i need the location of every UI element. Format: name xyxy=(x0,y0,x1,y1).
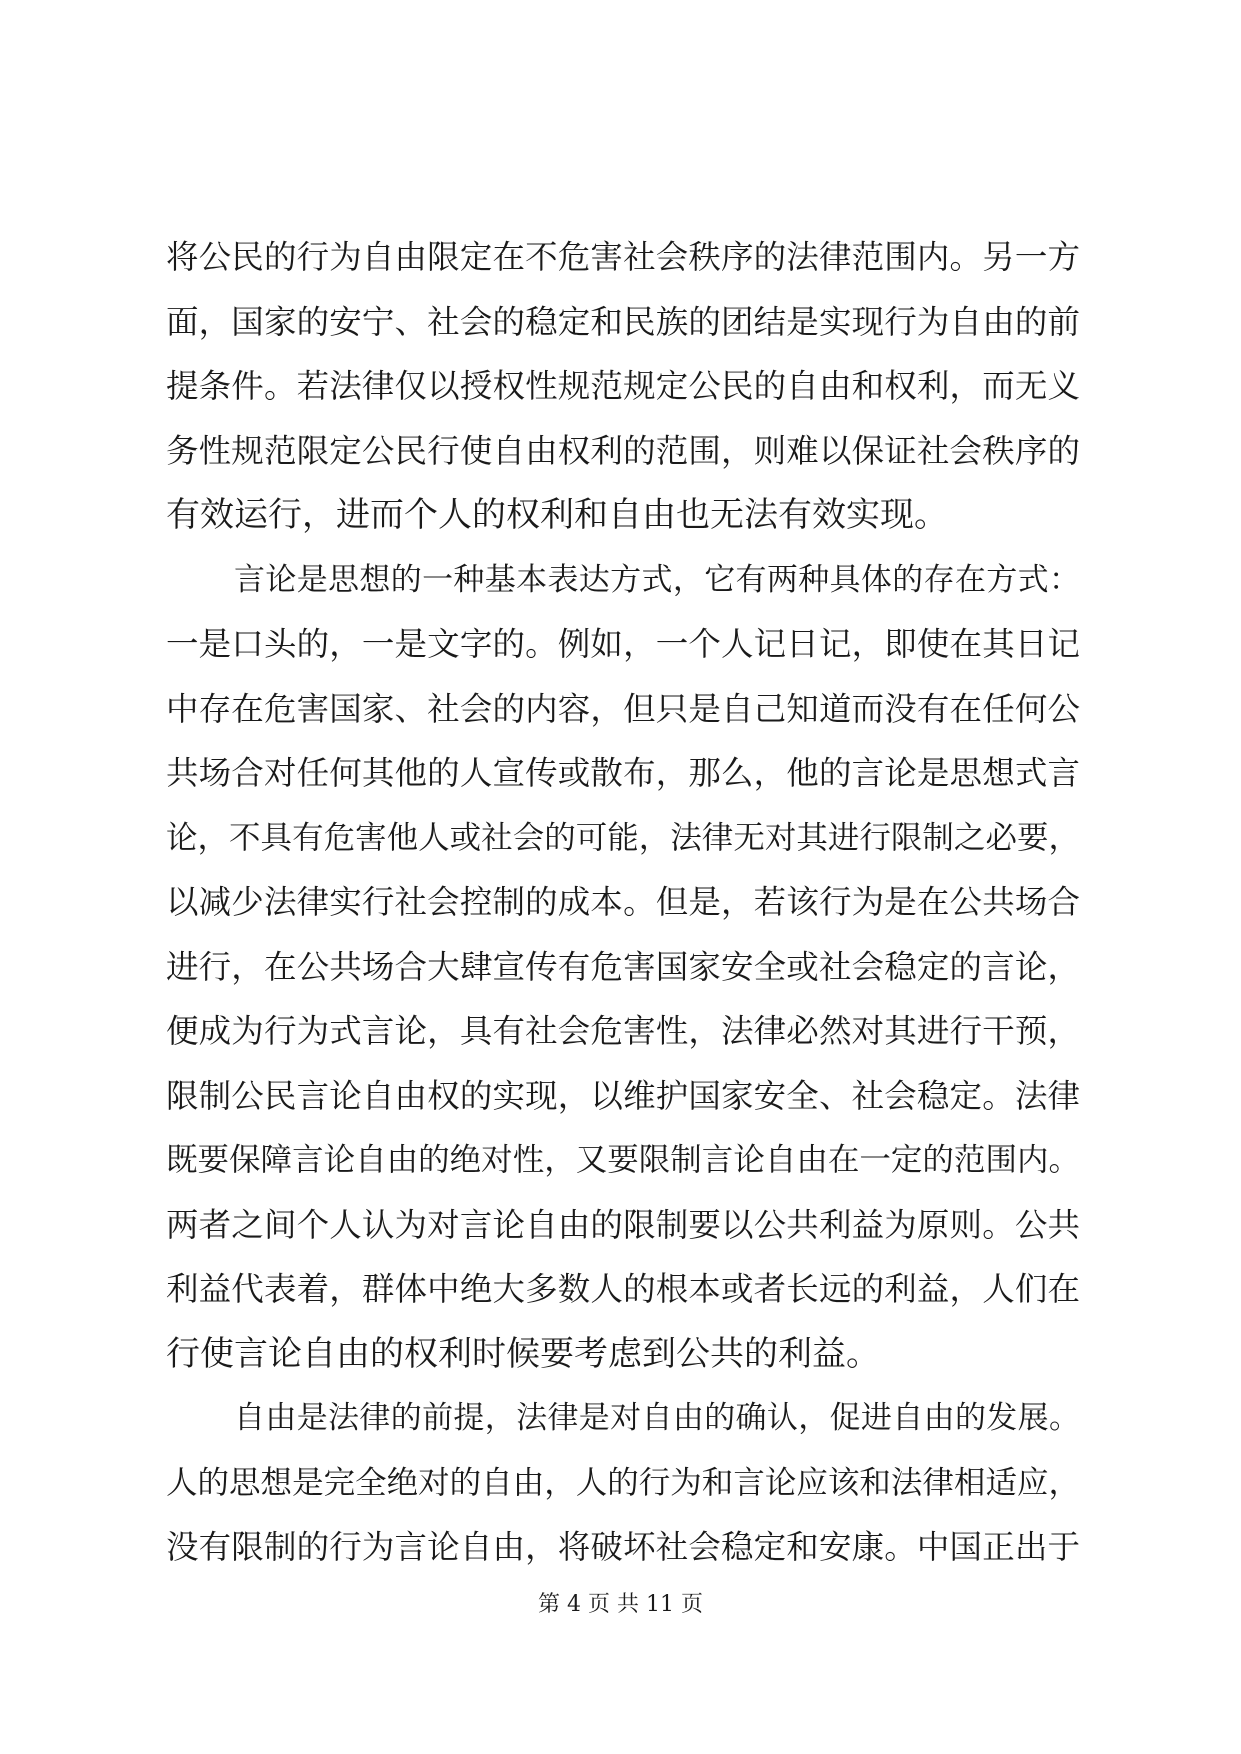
text-line: 一是口头的，一是文字的。例如，一个人记日记，即使在其日记 xyxy=(166,625,1080,663)
text-line: 行使言论自由的权利时候要考虑到公共的利益。 xyxy=(166,1333,880,1374)
text-line: 论，不具有危害他人或社会的可能，法律无对其进行限制之必要， xyxy=(166,819,1080,856)
text-line: 限制公民言论自由权的实现，以维护国家安全、社会稳定。法律 xyxy=(166,1076,1080,1115)
text-line: 面，国家的安宁、社会的稳定和民族的团结是实现行为自由的前 xyxy=(166,302,1080,341)
text-line: 以减少法律实行社会控制的成本。但是，若该行为是在公共场合 xyxy=(166,883,1080,921)
text-line: 没有限制的行为言论自由，将破坏社会稳定和安康。中国正出于 xyxy=(166,1528,1080,1566)
text-line: 提条件。若法律仅以授权性规范规定公民的自由和权利，而无义 xyxy=(166,367,1080,405)
text-line: 进行，在公共场合大肆宣传有危害国家安全或社会稳定的言论， xyxy=(166,947,1080,986)
text-line: 言论是思想的一种基本表达方式，它有两种具体的存在方式： xyxy=(234,561,1080,598)
text-line: 共场合对任何其他的人宣传或散布，那么，他的言论是思想式言 xyxy=(166,754,1080,792)
text-line: 便成为行为式言论，具有社会危害性，法律必然对其进行干预， xyxy=(166,1012,1080,1050)
text-line: 中存在危害国家、社会的内容，但只是自己知道而没有在任何公 xyxy=(166,689,1080,728)
text-line: 将公民的行为自由限定在不危害社会秩序的法律范围内。另一方 xyxy=(166,238,1080,276)
text-line: 务性规范限定公民行使自由权利的范围，则难以保证社会秩序的 xyxy=(166,431,1080,470)
text-line: 自由是法律的前提，法律是对自由的确认，促进自由的发展。 xyxy=(234,1400,1080,1436)
text-line: 利益代表着，群体中绝大多数人的根本或者长远的利益，人们在 xyxy=(166,1270,1080,1308)
text-line: 有效运行，进而个人的权利和自由也无法有效实现。 xyxy=(166,495,948,535)
text-line: 两者之间个人认为对言论自由的限制要以公共利益为原则。公共 xyxy=(166,1205,1080,1244)
text-line: 人的思想是完全绝对的自由，人的行为和言论应该和法律相适应， xyxy=(166,1464,1080,1501)
text-line: 既要保障言论自由的绝对性，又要限制言论自由在一定的范围内。 xyxy=(166,1142,1080,1178)
body-text xyxy=(166,225,1080,1580)
page-number-footer: 第 4 页 共 11 页 xyxy=(538,1592,703,1617)
